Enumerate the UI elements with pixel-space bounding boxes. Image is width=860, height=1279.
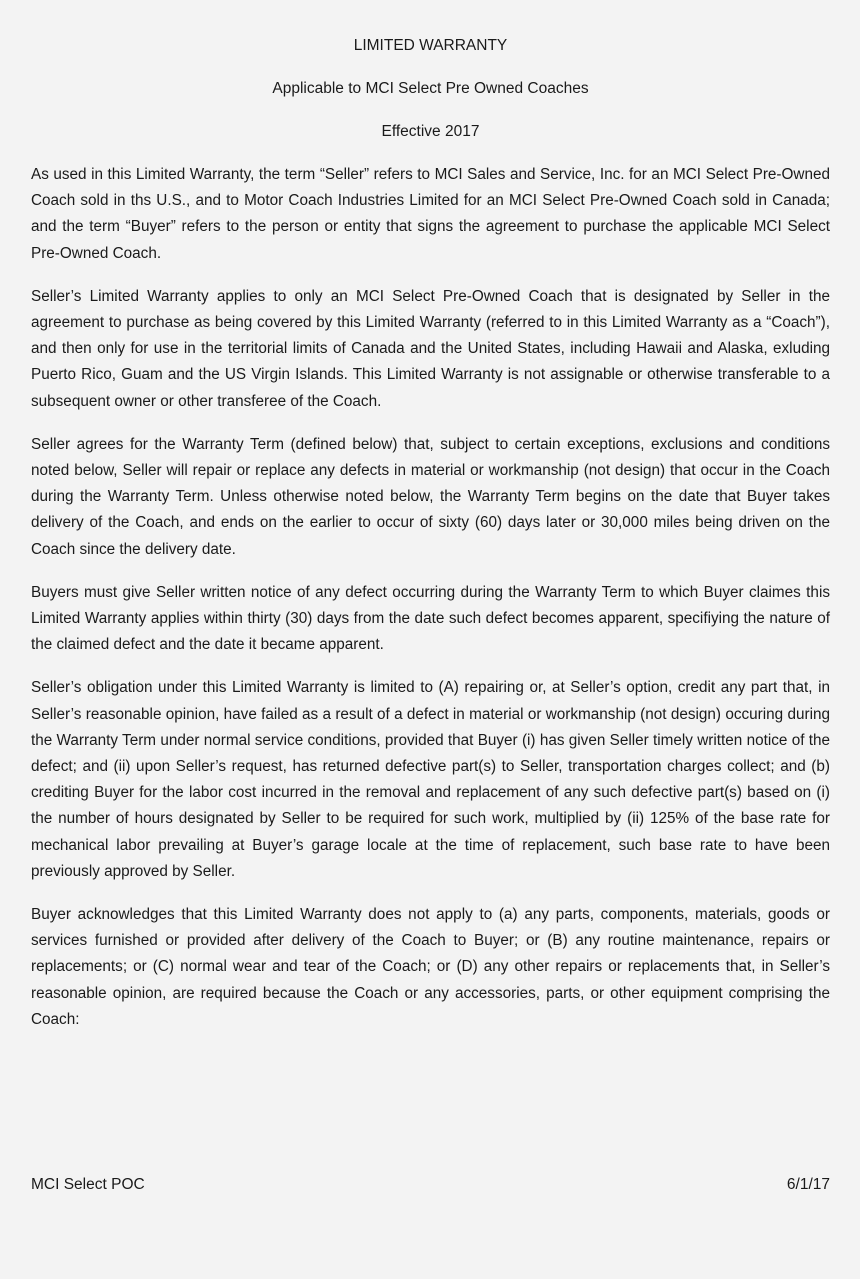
document-body — [31, 162, 830, 1033]
effective-date: Effective 2017 — [381, 123, 480, 140]
document-subtitle: Applicable to MCI Select Pre Owned Coaches — [272, 80, 589, 97]
paragraph-obligation: Seller’s obligation under this Limited Warranty is limited to (A) repairing or, at Seller’s option, credit any part that, in Seller’s reasonable opinion, have failed as a result of a defect in material or workmanship (not design) occuring during the Warranty Term under normal service conditions, provided that Buyer (i) has given Seller timely written notice of the defect; and (ii) upon Seller’s request, has returned defective part(s) to Seller, transportation charges collect; and (b) crediting Buyer for the labor cost incurred in the removal and replacement of any such defective part(s) based on (i) the number of hours designated by Seller to be required for such work, multiplied by (ii) 125% of the base rate for mechanical labor prevailing at Buyer’s garage locale at the time of replacement, such base rate to have been previously approved by Seller. — [31, 679, 830, 880]
paragraph-definitions: As used in this Limited Warranty, the term “Seller” refers to MCI Sales and Service, Inc. for an MCI Select Pre-Owned Coach sold in ths U.S., and to Motor Coach Industries Limited for an MCI Select Pre-Owned Coach sold in Canada; and the term “Buyer” refers to the person or entity that signs the agreement to purchase the applicable MCI Select Pre-Owned Coach. — [31, 166, 830, 262]
document-title: LIMITED WARRANTY — [353, 37, 508, 54]
paragraph-exclusions: Buyer acknowledges that this Limited Warranty does not apply to (a) any parts, components, materials, goods or services furnished or provided after delivery of the Coach to Buyer; or (B) any routine maintenance, repairs or replacements; or (C) normal wear and tear of the Coach; or (D) any other repairs or replacements that, in Seller’s reasonable opinion, are required because the Coach or any accessories, parts, or other equipment comprising the Coach: — [31, 906, 830, 1028]
footer-document-name: MCI Select POC — [31, 1176, 145, 1193]
page-footer — [31, 1175, 830, 1195]
paragraph-notice: Buyers must give Seller written notice of any defect occurring during the Warranty Term to which Buyer claimes this Limited Warranty applies within thirty (30) days from the date such defect becomes apparent, specifiying the nature of the claimed defect and the date it became apparent. — [31, 583, 830, 654]
paragraph-applicability: Seller’s Limited Warranty applies to only an MCI Select Pre-Owned Coach that is designated by Seller in the agreement to purchase as being covered by this Limited Warranty (referred to in this Limited Warranty as a “Coach”), and then only for use in the territorial limits of Canada and the United States, including Hawaii and Alaska, exluding Puerto Rico, Guam and the US Virgin Islands. This Limited Warranty is not assignable or otherwise transferable to a subsequent owner or other transferee of the Coach. — [31, 287, 830, 410]
footer-date: 6/1/17 — [786, 1176, 830, 1193]
paragraph-warranty-term: Seller agrees for the Warranty Term (defined below) that, subject to certain exceptions, exclusions and conditions noted below, Seller will repair or replace any defects in material or workmanship (not design) that occur in the Coach during the Warranty Term. Unless otherwise noted below, the Warranty Term begins on the date that Buyer takes delivery of the Coach, and ends on the earlier to occur of sixty (60) days later or 30,000 miles being driven on the Coach since the delivery date. — [31, 435, 830, 558]
